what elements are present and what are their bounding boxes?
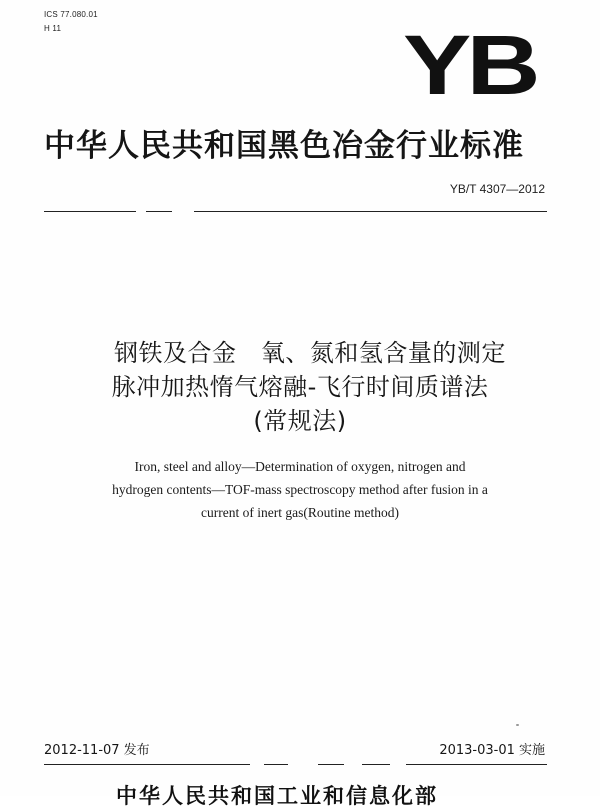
issue-date: 2012-11-07 发布 xyxy=(44,743,150,758)
ccs-code: H 11 xyxy=(44,24,62,33)
english-title-line-2: hydrogen contents—TOF-mass spectroscopy method after fusion in a xyxy=(112,482,488,497)
chinese-title-line-3: (常规法) xyxy=(253,407,347,435)
chinese-title xyxy=(0,336,600,438)
speck-mark xyxy=(516,724,519,726)
english-title-line-1: Iron, steel and alloy—Determination of oxygen, nitrogen and xyxy=(134,459,466,474)
ics-code: ICS 77.080.01 xyxy=(44,10,98,19)
chinese-title-line-2: 脉冲加热惰气熔融-飞行时间质谱法 xyxy=(111,373,489,401)
english-title-line-3: current of inert gas(Routine method) xyxy=(201,505,399,520)
bottom-divider xyxy=(44,764,547,765)
implementation-date: 2013-03-01 实施 xyxy=(439,743,545,758)
top-divider xyxy=(44,211,547,212)
chinese-title-line-1: 钢铁及合金 氧、氮和氢含量的测定 xyxy=(114,339,506,367)
publisher: 中华人民共和国工业和信息化部 xyxy=(116,784,438,808)
industry-standard-title: 中华人民共和国黑色冶金行业标准 xyxy=(44,128,524,164)
yb-logo: YB xyxy=(403,18,536,112)
standard-number: YB/T 4307—2012 xyxy=(449,182,545,196)
english-title xyxy=(60,455,540,524)
